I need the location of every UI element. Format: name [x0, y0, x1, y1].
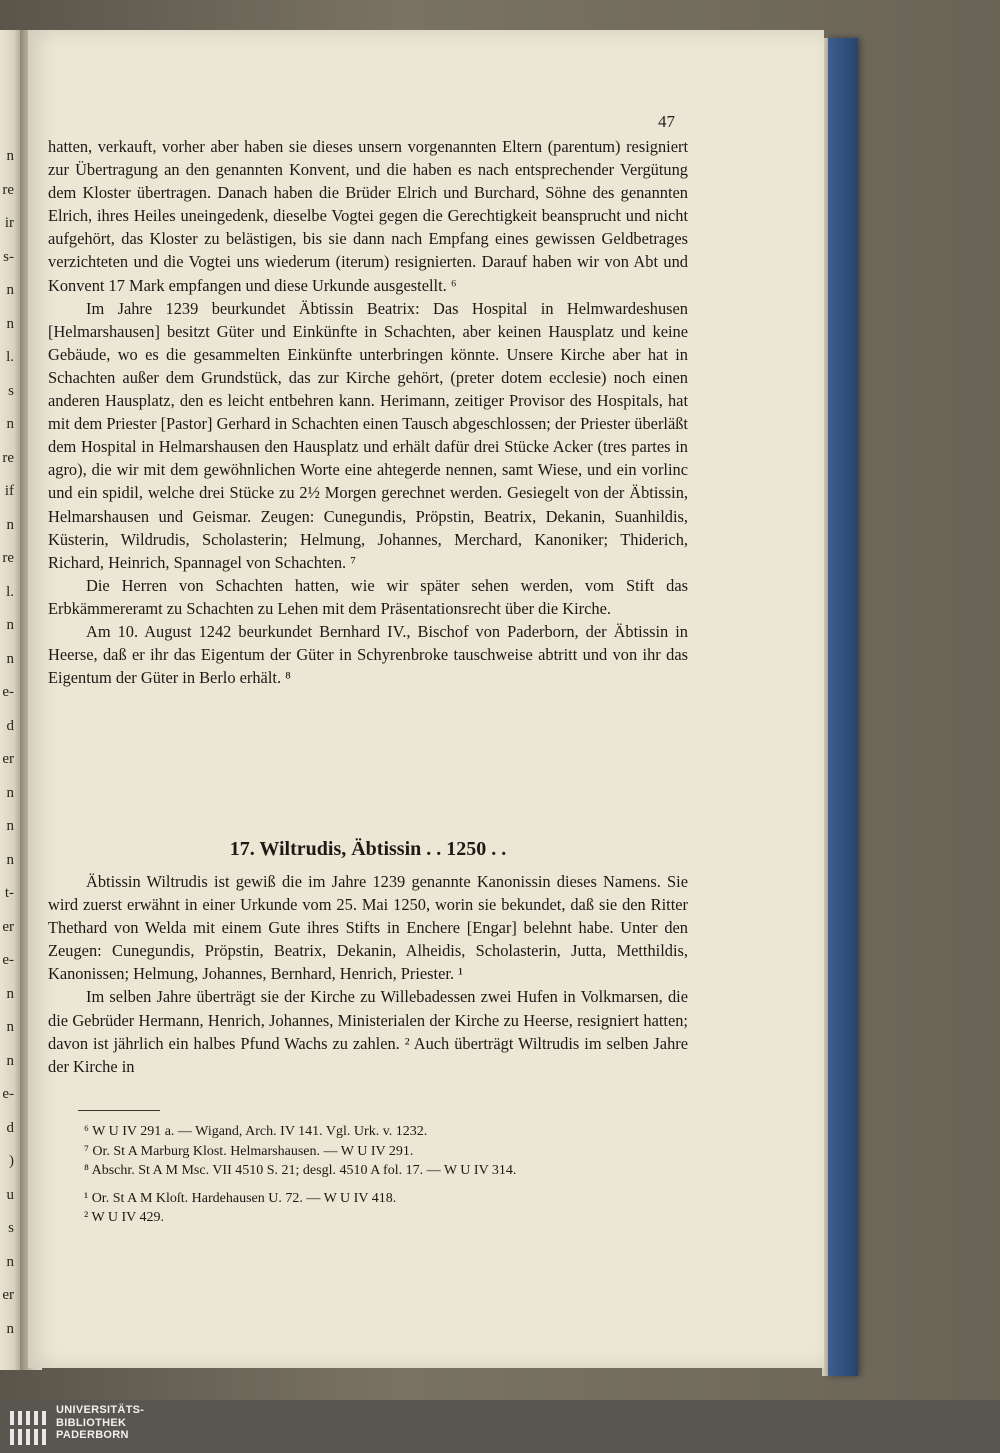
- book-cover: [828, 38, 858, 1376]
- library-logo-icon: [6, 1405, 50, 1449]
- library-name-line: BIBLIOTHEK: [56, 1416, 127, 1429]
- page-number: 47: [658, 112, 675, 131]
- left-page-fragment: n: [6, 1019, 14, 1035]
- footnotes: [84, 1122, 684, 1228]
- left-page-fragment: u: [6, 1186, 14, 1203]
- left-page-fragment: er: [2, 918, 14, 935]
- left-page-fragment: e-: [2, 684, 14, 700]
- left-page-fragment: t-: [4, 885, 14, 901]
- left-page-fragment: l.: [6, 583, 14, 600]
- section-heading: 17. Wiltrudis, Äbtissin . . 1250 . .: [229, 838, 507, 860]
- left-page-fragment: n: [6, 818, 14, 834]
- left-page-fragment: s: [8, 382, 14, 399]
- left-page-fragment: s-: [3, 248, 14, 265]
- library-footer: [0, 1400, 1000, 1453]
- section-text: [48, 870, 688, 1078]
- left-page-fragment: e-: [2, 1086, 14, 1102]
- left-page-fragment: n: [6, 985, 14, 1002]
- left-page-fragment: e-: [2, 952, 14, 968]
- left-page-fragment: n: [6, 851, 14, 868]
- paragraph: Die Herren von Schachten hatten, wie wir später sehen werden, vom Stift das Erbkämmereramt zu Schachten zu Lehen mit dem Präsentationsrecht über die Kirche.: [48, 575, 688, 618]
- footnote-rule: [78, 1110, 160, 1111]
- left-page-fragment: s: [8, 1220, 14, 1236]
- left-page-fragment: ir: [4, 215, 14, 231]
- left-page-fragment: d: [6, 717, 14, 734]
- left-page-fragment: l.: [6, 349, 14, 365]
- paragraph: Im Jahre 1239 beurkundet Äbtissin Beatrix: Das Hospital in Helmwardeshusen [Helmarshausen] besitzt Güter und Einkünfte in Schachten, aber keinen Hausplatz und keine Gebäude, wo es die gesammelten Einkünfte unterbringen könnte. Unsere Kirche aber hat in Schachten außer dem Grundstück, das zur Kirche gehört, (preter dotem ecclesie) noch einen anderen Hausplatz, den es leicht entbehren kann. Herimann, zeitiger Provisor des Hospitals, hat mit dem Priester [Pastor] Gerhard in Schachten einen Tausch abgeschlossen; der Priester überläßt dem Hospital in Helmarshausen den Hausplatz und erhält dafür drei Stücke Acker (tres partes in agro), die wir mit dem gewöhnlichen Worte eine ahtegerde nennen, samt Wiese, und ein vorlinc und ein spidil, welche drei Stücke zu 2½ Morgen gerechnet werden. Gesiegelt von der Äbtissin, Helmarshausen und Geismar. Zeugen: Cunegundis, Pröpstin, Beatrix, Dekanin, Suanhildis, Küsterin, Wildrudis, Scholasterin; Helmung, Johannes, Merchard, Kanoniker; Thiderich, Richard, Heinrich, Spannagel von Schachten. ⁷: [48, 298, 688, 572]
- paragraph: Am 10. August 1242 beurkundet Bernhard IV., Bischof von Paderborn, der Äbtissin in Heerse, daß er ihr das Eigentum der Güter in Schyrenbroke tauschweise abtritt und von ihr das Eigentum der Güter in Berlo erhält. ⁸: [48, 621, 688, 688]
- left-page-fragment: n: [6, 282, 14, 298]
- footnote: ⁸ Abschr. St A M Msc. VII 4510 S. 21; desgl. 4510 A fol. 17. — W U IV 314.: [84, 1163, 517, 1178]
- left-page-fragment: re: [2, 550, 14, 566]
- left-page-fragment: n: [6, 1253, 14, 1270]
- main-text: [48, 135, 688, 689]
- left-page-fragment: if: [4, 483, 14, 499]
- paragraph: hatten, verkauft, vorher aber haben sie dieses unsern vorgenannten Eltern (parentum) resigniert zur Übertragung an den genannten Konvent, und die haben es nach entsprechender Vergütung dem Kloster übertragen. Danach haben die Brüder Elrich und Burchard, Söhne des genannten Elrich, ihres Heiles uneingedenk, dieselbe Vogtei gegen die Gerechtigkeit beansprucht und nicht aufgehört, das Kloster zu belästigen, bis sie dann nach Empfang eines gewissen Geldbetrages verzichteten und die Vogtei uns wiederum (iterum) resignierten. Darauf haben wir von Abt und Konvent 17 Mark empfangen und diese Urkunde ausgestellt. ⁶: [48, 137, 688, 295]
- footnote: ¹ Or. St A M Kloſt. Hardehausen U. 72. — W U IV 418.: [84, 1190, 397, 1206]
- library-name-line: PADERBORN: [56, 1429, 129, 1441]
- library-name-line: UNIVERSITÄTS-: [56, 1404, 145, 1416]
- left-page-fragment: ): [9, 1153, 14, 1169]
- left-page-fragment: er: [2, 1287, 14, 1303]
- left-page-fragment: n: [6, 784, 14, 801]
- left-page-fragment: n: [6, 1320, 14, 1337]
- left-page-fragment: d: [6, 1119, 14, 1136]
- left-page-edge: [0, 30, 21, 1370]
- left-page-fragment: n: [6, 1052, 14, 1069]
- footnote: ⁶ W U IV 291 a. — Wigand, Arch. IV 141. Vgl. Urk. v. 1232.: [84, 1124, 428, 1139]
- left-page-fragment: n: [6, 650, 14, 667]
- paragraph: Im selben Jahre überträgt sie der Kirche zu Willebadessen zwei Hufen in Volkmarsen, die die Gebrüder Hermann, Henrich, Johannes, Ministerialen der Kirche zu Heerse, resigniert hatten; davon ist jährlich ein halbes Pfund Wachs zu zahlen. ² Auch überträgt Wiltrudis im selben Jahre der Kirche in: [48, 987, 688, 1076]
- left-page-fragment: n: [6, 516, 14, 533]
- left-page-fragment: n: [6, 617, 14, 633]
- left-page-fragment: n: [6, 148, 14, 164]
- left-page-fragment: re: [2, 449, 14, 466]
- left-page-fragment: re: [2, 181, 14, 198]
- paragraph: Äbtissin Wiltrudis ist gewiß die im Jahre 1239 genannte Kanonissin dieses Namens. Sie wird zuerst erwähnt in einer Urkunde vom 25. Mai 1250, worin sie bekundet, daß sie den Ritter Thethard von Welda mit einem Gute ihres Stifts in Enchere [Engar] belehnt habe. Unter den Zeugen: Cunegundis, Pröpstin, Beatrix, Dekanin, Alheidis, Scholasterin, Jutta, Metthildis, Kanonissen; Helmung, Johannes, Bernhard, Henrich, Priester. ¹: [48, 872, 688, 984]
- left-page-fragment: n: [6, 416, 14, 432]
- left-page-fragment: er: [2, 751, 14, 767]
- footnote: ⁷ Or. St A Marburg Klost. Helmarshausen. — W U IV 291.: [84, 1143, 414, 1159]
- footnote: ² W U IV 429.: [84, 1210, 165, 1225]
- left-page-fragment: n: [6, 315, 14, 332]
- library-name: [56, 1404, 144, 1442]
